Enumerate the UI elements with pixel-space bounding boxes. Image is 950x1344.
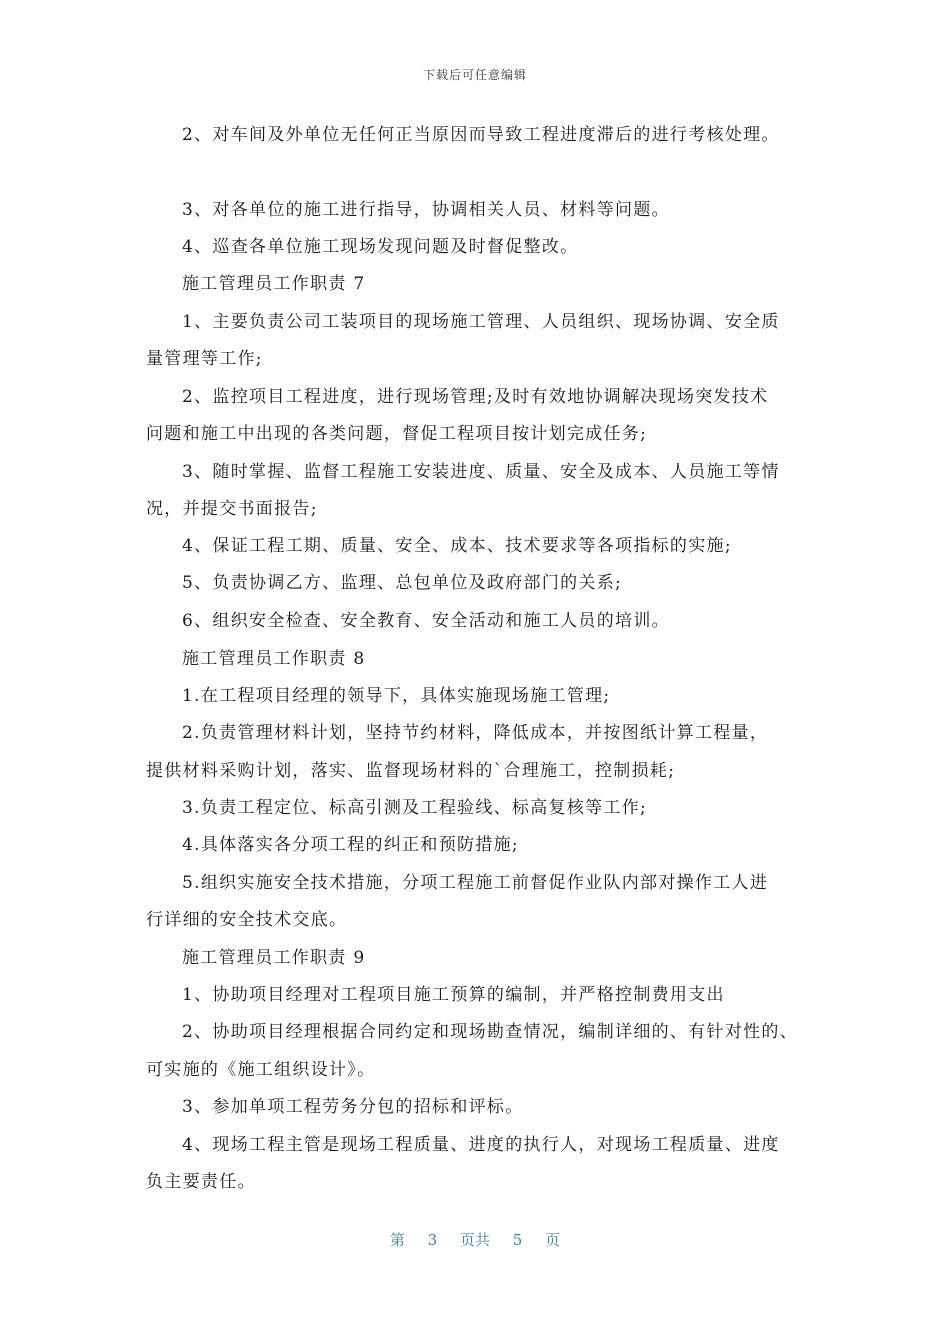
page-footer xyxy=(0,1229,950,1250)
paragraph-line: 量管理等工作; xyxy=(146,349,263,369)
paragraph-line: 1.在工程项目经理的领导下，具体实施现场施工管理; xyxy=(182,686,611,706)
paragraph-line: 2、对车间及外单位无任何正当原因而导致工程进度滞后的进行考核处理。 xyxy=(182,125,780,145)
paragraph-line: 况，并提交书面报告; xyxy=(146,499,318,519)
section-heading: 施工管理员工作职责 7 xyxy=(182,274,366,294)
page-footer-suffix: 页 xyxy=(545,1231,561,1249)
paragraph-line: 2、监控项目工程进度，进行现场管理;及时有效地协调解决现场突发技术 xyxy=(182,387,769,407)
page-footer-middle: 页共 xyxy=(459,1231,490,1249)
paragraph-line: 问题和施工中出现的各类问题，督促工程项目按计划完成任务; xyxy=(146,424,648,444)
paragraph-line: 3、对各单位的施工进行指导，协调相关人员、材料等问题。 xyxy=(182,200,670,220)
paragraph-line: 3、参加单项工程劳务分包的招标和评标。 xyxy=(182,1097,524,1117)
paragraph-line: 5.组织实施安全技术措施，分项工程施工前督促作业队内部对操作工人进 xyxy=(182,873,769,893)
paragraph-line: 3、随时掌握、监督工程施工安装进度、质量、安全及成本、人员施工等情 xyxy=(182,462,780,482)
page-header-note: 下载后可任意编辑 xyxy=(422,68,527,82)
paragraph-line: 4、保证工程工期、质量、安全、成本、技术要求等各项指标的实施; xyxy=(182,536,732,556)
paragraph-line: 4.具体落实各分项工程的纠正和预防措施; xyxy=(182,835,519,855)
paragraph-line: 2.负责管理材料计划，坚持节约材料，降低成本，并按图纸计算工程量， xyxy=(182,723,769,743)
paragraph-line: 可实施的《施工组织设计》。 xyxy=(146,1060,376,1080)
paragraph-line: 6、组织安全检查、安全教育、安全活动和施工人员的培训。 xyxy=(182,611,670,631)
paragraph-line: 行详细的安全技术交底。 xyxy=(146,910,348,930)
paragraph-line: 负主要责任。 xyxy=(146,1172,256,1192)
paragraph-line: 5、负责协调乙方、监理、总包单位及政府部门的关系; xyxy=(182,573,623,593)
paragraph-line: 4、现场工程主管是现场工程质量、进度的执行人，对现场工程质量、进度 xyxy=(182,1135,780,1155)
paragraph-line: 3.负责工程定位、标高引测及工程验线、标高复核等工作; xyxy=(182,798,648,818)
paragraph-line: 4、巡查各单位施工现场发现问题及时督促整改。 xyxy=(182,237,579,257)
paragraph-line: 提供材料采购计划，落实、监督现场材料的`合理施工，控制损耗; xyxy=(146,761,676,781)
page-footer-prefix: 第 xyxy=(389,1231,405,1249)
section-heading: 施工管理员工作职责 8 xyxy=(182,649,366,669)
page-footer-total: 5 xyxy=(512,1231,523,1249)
paragraph-line: 1、主要负责公司工装项目的现场施工管理、人员组织、现场协调、安全质 xyxy=(182,312,780,332)
paragraph-line: 1、协助项目经理对工程项目施工预算的编制，并严格控制费用支出 xyxy=(182,985,725,1005)
section-heading: 施工管理员工作职责 9 xyxy=(182,948,366,968)
page-footer-current: 3 xyxy=(427,1231,438,1249)
paragraph-line: 2、协助项目经理根据合同约定和现场勘查情况，编制详细的、有针对性的、 xyxy=(182,1022,799,1042)
